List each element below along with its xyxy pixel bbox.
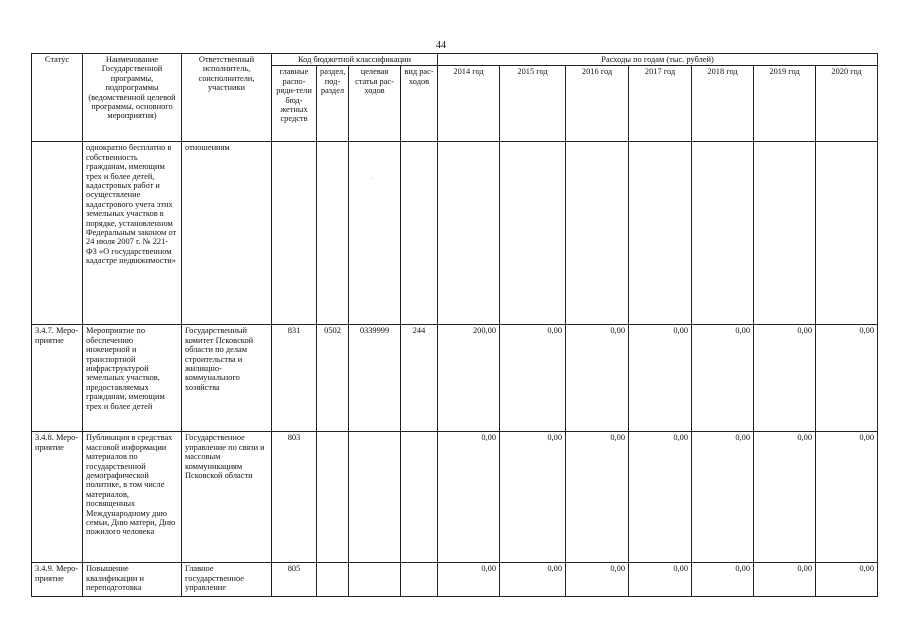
cell-rzpr [317,432,349,563]
cell-csr: 0339999 [349,325,401,432]
cell-value: 0,00 [566,432,629,563]
cell-responsible: отношениям [182,142,272,325]
table-row [32,142,878,325]
cell-csr [349,432,401,563]
header-year: 2015 год [500,66,566,142]
cell-value [692,142,754,325]
budget-table [31,53,878,597]
header-year: 2020 год [816,66,878,142]
cell-grbs [272,142,317,325]
cell-value: 0,00 [816,325,878,432]
cell-responsible: Главное государственное управление [182,563,272,597]
cell-value [754,142,816,325]
cell-status: 3.4.9. Меро-приятие [32,563,83,597]
scan-speck: · [371,176,373,182]
cell-vr [401,563,438,597]
header-expenses: Расходы по годам (тыс. рублей) [438,54,878,66]
cell-value [566,142,629,325]
header-budget-code: Код бюджетной классификации [272,54,438,66]
table-row [32,432,878,563]
header-grbs: главные распо-ряди-тели бюд-жетных средств [272,66,317,142]
cell-name: Публикация в средствах массовой информации материалов по государственной демографической политике, в том числе материалов, посвященных Международному дню семьи, Дню матери, Дню пожилого человека [83,432,182,563]
cell-status [32,142,83,325]
header-year: 2016 год [566,66,629,142]
header-csr: целевая статья рас-ходов [349,66,401,142]
cell-value: 0,00 [754,432,816,563]
cell-vr: 244 [401,325,438,432]
cell-value: 0,00 [438,563,500,597]
cell-value: 0,00 [629,563,692,597]
cell-value: 0,00 [692,563,754,597]
cell-value: 0,00 [629,432,692,563]
cell-rzpr [317,563,349,597]
cell-value: 0,00 [754,325,816,432]
cell-value: 0,00 [692,432,754,563]
cell-vr [401,432,438,563]
cell-vr [401,142,438,325]
cell-csr [349,563,401,597]
header-rzpr: раздел, под-раздел [317,66,349,142]
cell-value: 0,00 [816,563,878,597]
cell-value: 0,00 [500,563,566,597]
cell-status: 3.4.8. Меро-приятие [32,432,83,563]
header-name: Наименование Государственной программы, подпрограммы (ведомственной целевой программы, основного мероприятия) [83,54,182,142]
cell-value [438,142,500,325]
header-year: 2019 год [754,66,816,142]
cell-csr [349,142,401,325]
cell-responsible: Государственный комитет Псковской области по делам строительства и жилищно-коммунального хозяйства [182,325,272,432]
header-year: 2017 год [629,66,692,142]
header-responsible: Ответственный исполнитель, соисполнители, участники [182,54,272,142]
cell-name: Повышение квалификации и переподготовка [83,563,182,597]
cell-value: 0,00 [692,325,754,432]
header-status: Статус [32,54,83,142]
table-row [32,325,878,432]
header-year: 2018 год [692,66,754,142]
cell-value [629,142,692,325]
cell-rzpr: 0502 [317,325,349,432]
cell-name: однократно бесплатно в собственность гражданам, имеющим трех и более детей, кадастровых работ и осуществление кадастрового учета этих земельных участков в порядке, установленном Федеральным законом от 24 июля 2007 г. № 221-ФЗ «О государственном кадастре недвижимости» [83,142,182,325]
cell-value: 0,00 [629,325,692,432]
cell-value: 200,00 [438,325,500,432]
cell-name: Мероприятие по обеспечению инженерной и транспортной инфраструктурой земельных участков, предоставляемых гражданам, имеющим трех и более детей [83,325,182,432]
header-vr: вид рас-ходов [401,66,438,142]
table-row [32,563,878,597]
cell-value: 0,00 [566,325,629,432]
header-year: 2014 год [438,66,500,142]
cell-value: 0,00 [754,563,816,597]
cell-value [816,142,878,325]
cell-value: 0,00 [438,432,500,563]
cell-value: 0,00 [816,432,878,563]
cell-responsible: Государственное управление по связи и массовым коммуникациям Псковской области [182,432,272,563]
cell-grbs: 803 [272,432,317,563]
cell-rzpr [317,142,349,325]
cell-grbs: 805 [272,563,317,597]
cell-status: 3.4.7. Меро-приятие [32,325,83,432]
cell-value: 0,00 [500,432,566,563]
cell-grbs: 831 [272,325,317,432]
cell-value: 0,00 [566,563,629,597]
cell-value: 0,00 [500,325,566,432]
page-number: 44 [436,40,446,51]
cell-value [500,142,566,325]
